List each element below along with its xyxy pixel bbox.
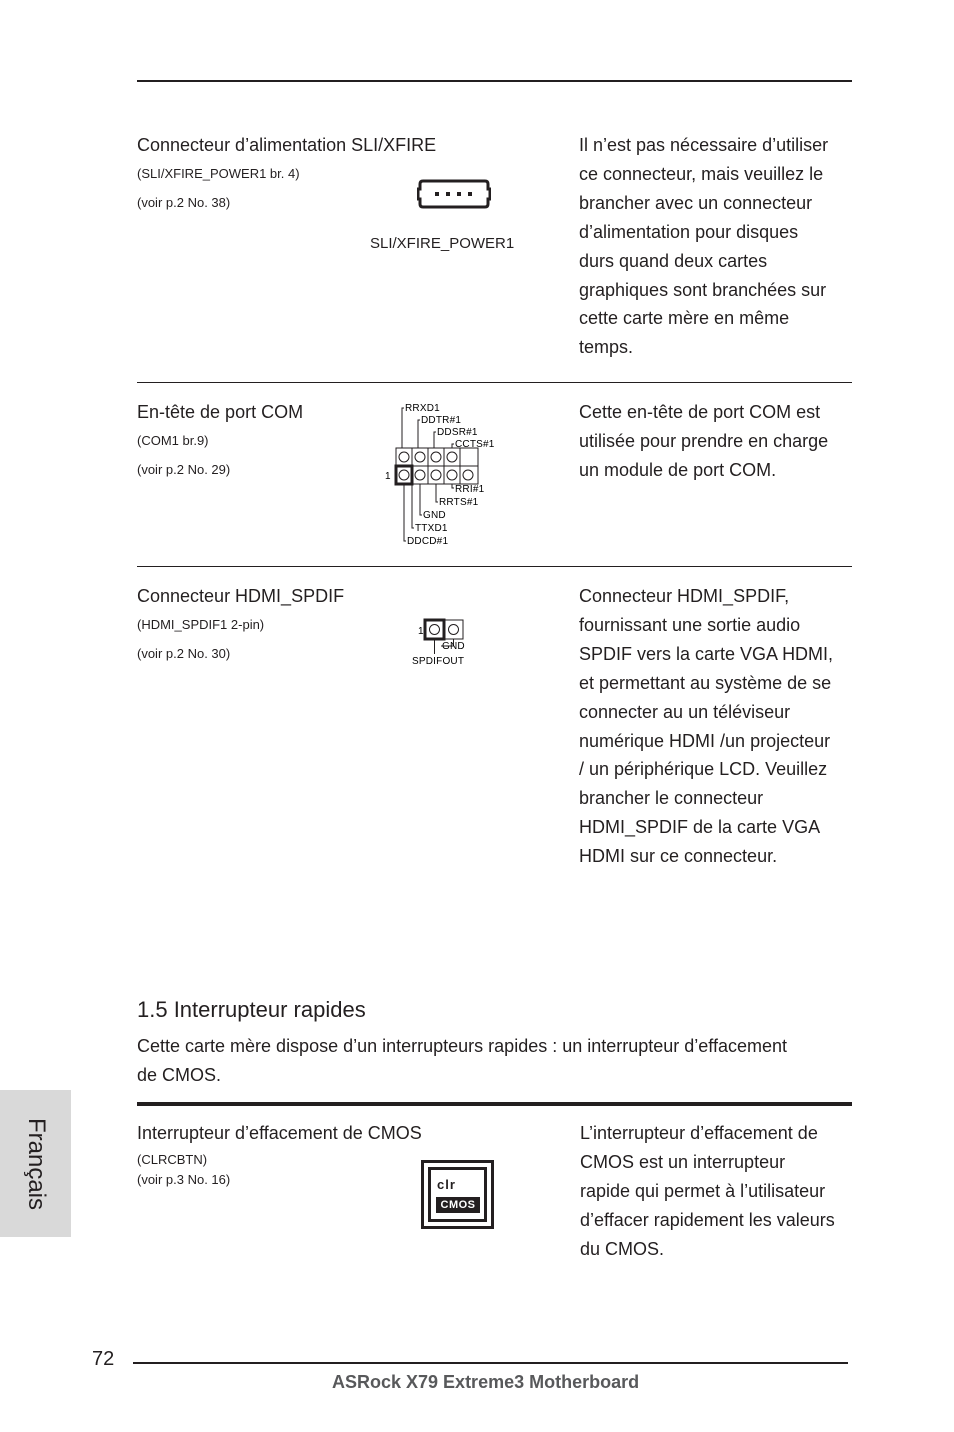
com-header-diagram [380, 398, 510, 548]
pin-label-gnd: GND [442, 641, 465, 652]
section-sub-pin: (HDMI_SPDIF1 2-pin) [137, 617, 265, 632]
pin-label-ddsr1: DDSR#1 [437, 427, 478, 438]
section-title: Connecteur d’alimentation SLI/XFIRE [137, 135, 437, 155]
pin-label-gnd: GND [423, 510, 446, 521]
section-sub-ref: (voir p.2 No. 29) [137, 462, 231, 477]
page-number: 72 [92, 1348, 115, 1370]
section-sub-ref: (voir p.3 No. 16) [137, 1172, 231, 1187]
pin-label-ddtr1: DDTR#1 [421, 415, 462, 426]
section-intro: Cette carte mère dispose d’un interrupteurs rapides : un interrupteur d’effacement de CMOS. [137, 1036, 788, 1085]
section-divider [137, 382, 852, 383]
pin-label-rri1: RRI#1 [455, 484, 485, 495]
section-title: En-tête de port COM [137, 402, 304, 422]
section-divider [137, 566, 852, 567]
pin-label-rrxd1: RRXD1 [405, 403, 440, 414]
section-description: Il n’est pas nécessaire d’utiliser ce connecteur, mais veuillez le brancher avec un connecteur d’alimentation pour disques durs quand deux cartes graphiques sont branchées sur cette carte mère en même temps. [579, 135, 829, 358]
section-description: Cette en-tête de port COM est utilisée pour prendre en charge un module de port COM. [579, 402, 829, 480]
language-side-tab [0, 1090, 71, 1237]
pin-label-spdifout: SPDIFOUT [412, 656, 465, 667]
section-sub-pin: (SLI/XFIRE_POWER1 br. 4) [137, 166, 300, 181]
pin-one-marker: 1 [385, 471, 391, 482]
section-title: Connecteur HDMI_SPDIF [137, 586, 345, 606]
diagram-label: SLI/XFIRE_POWER1 [370, 235, 515, 252]
top-rule [137, 80, 852, 82]
pin-label-ddcd1: DDCD#1 [407, 536, 449, 547]
section-description: Connecteur HDMI_SPDIF, fournissant une sortie audio SPDIF vers la carte VGA HDMI, et permettant au système de se connecter au un téléviseur numérique HDMI /un projecteur / un périphérique LCD. Veuillez brancher le connecteur HDMI_SPDIF de la carte VGA HDMI sur ce connecteur. [579, 586, 834, 867]
section-sub-pin: (CLRCBTN) [137, 1152, 208, 1167]
pin-label-rrts1: RRTS#1 [439, 497, 479, 508]
pin-one-marker: 1 [418, 626, 424, 637]
hdmi-spdif-header-diagram [408, 614, 478, 670]
section-description: L’interrupteur d’effacement de CMOS est un interrupteur rapide qui permet à l’utilisateur d’effacer rapidement les valeurs du CMOS. [580, 1123, 835, 1259]
cmos-text: CMOS [436, 1197, 480, 1213]
side-tab-label: Français [22, 1117, 50, 1210]
clr-text: clr [437, 1177, 456, 1192]
section-sub-pin: (COM1 br.9) [137, 433, 209, 448]
clear-cmos-button-icon [421, 1160, 494, 1229]
section-sub-ref: (voir p.2 No. 30) [137, 646, 231, 661]
thick-rule [137, 1102, 852, 1106]
footer-title: ASRock X79 Extreme3 Motherboard [332, 1372, 640, 1392]
section-title: Interrupteur d’effacement de CMOS [137, 1123, 422, 1143]
section-heading: 1.5 Interrupteur rapides [137, 997, 366, 1022]
pin-label-ccts1: CCTS#1 [455, 439, 495, 450]
pin-label-ttxd1: TTXD1 [415, 523, 448, 534]
sli-xfire-connector-icon [417, 178, 491, 210]
section-sub-ref: (voir p.2 No. 38) [137, 195, 231, 210]
footer-rule [133, 1362, 848, 1364]
